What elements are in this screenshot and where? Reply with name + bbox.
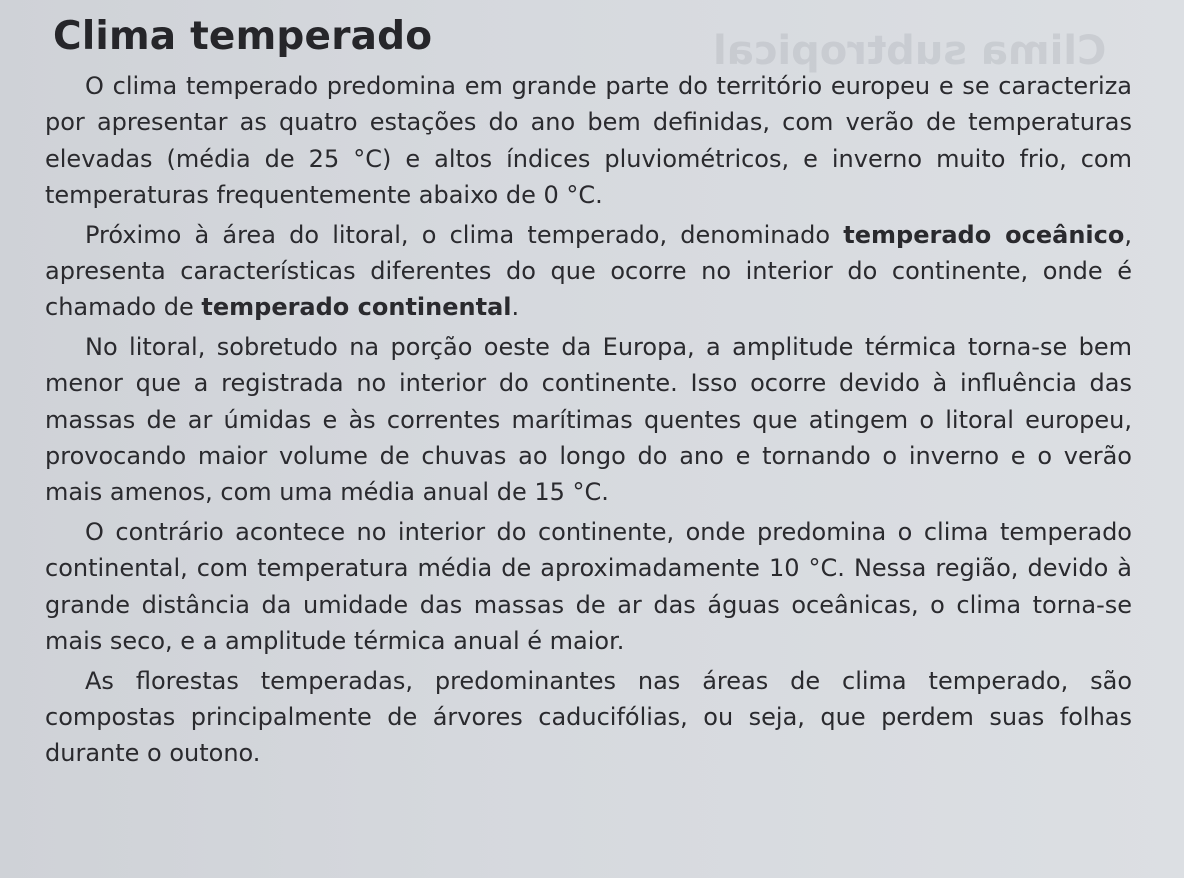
paragraph-2	[45, 217, 1132, 326]
bold-term: temperado continental	[201, 293, 512, 322]
text-segment: Próximo à área do litoral, o clima temperado, denominado	[85, 220, 844, 249]
paragraph-5	[45, 663, 1132, 772]
paragraph-4	[45, 514, 1132, 660]
text-segment: .	[511, 293, 520, 322]
body-text	[45, 68, 1132, 772]
show-through-heading: Clima subtropical	[712, 28, 1106, 74]
section-title: Clima temperado	[53, 14, 433, 59]
text-segment: O contrário acontece no interior do continente, onde predomina o clima temperado continental, com temperatura média de aproximadamente 10 °C. Nessa região, devido à grande distância da umidade das massas de ar das águas oceânicas, o clima torna-se mais seco, e a amplitude térmica anual é maior.	[45, 517, 1132, 656]
text-segment: O clima temperado predomina em grande parte do território europeu e se caracteriza por apresentar as quatro estações do ano bem definidas, com verão de temperaturas elevadas (média de 25 °C) e altos índices pluviométricos, e inverno muito frio, com temperaturas frequentemente abaixo de 0 °C.	[45, 72, 1132, 210]
text-segment: As florestas temperadas, predominantes nas áreas de clima temperado, são compostas principalmente de árvores caducifólias, ou seja, que perdem suas folhas durante o outono.	[45, 666, 1132, 768]
paragraph-1	[45, 68, 1132, 214]
paragraph-3	[45, 329, 1132, 511]
text-segment: No litoral, sobretudo na porção oeste da Europa, a amplitude térmica torna-se bem menor que a registrada no interior do continente. Isso ocorre devido à influência das massas de ar úmidas e às correntes marítimas quentes que atingem o litoral europeu, provocando maior volume de chuvas ao longo do ano e tornando o inverno e o verão mais amenos, com uma média anual de 15 °C.	[45, 332, 1132, 507]
text-segment: , apresenta características diferentes do que ocorre no interior do continente, onde é chamado de	[45, 220, 1132, 322]
bold-term: temperado oceânico	[843, 220, 1125, 249]
